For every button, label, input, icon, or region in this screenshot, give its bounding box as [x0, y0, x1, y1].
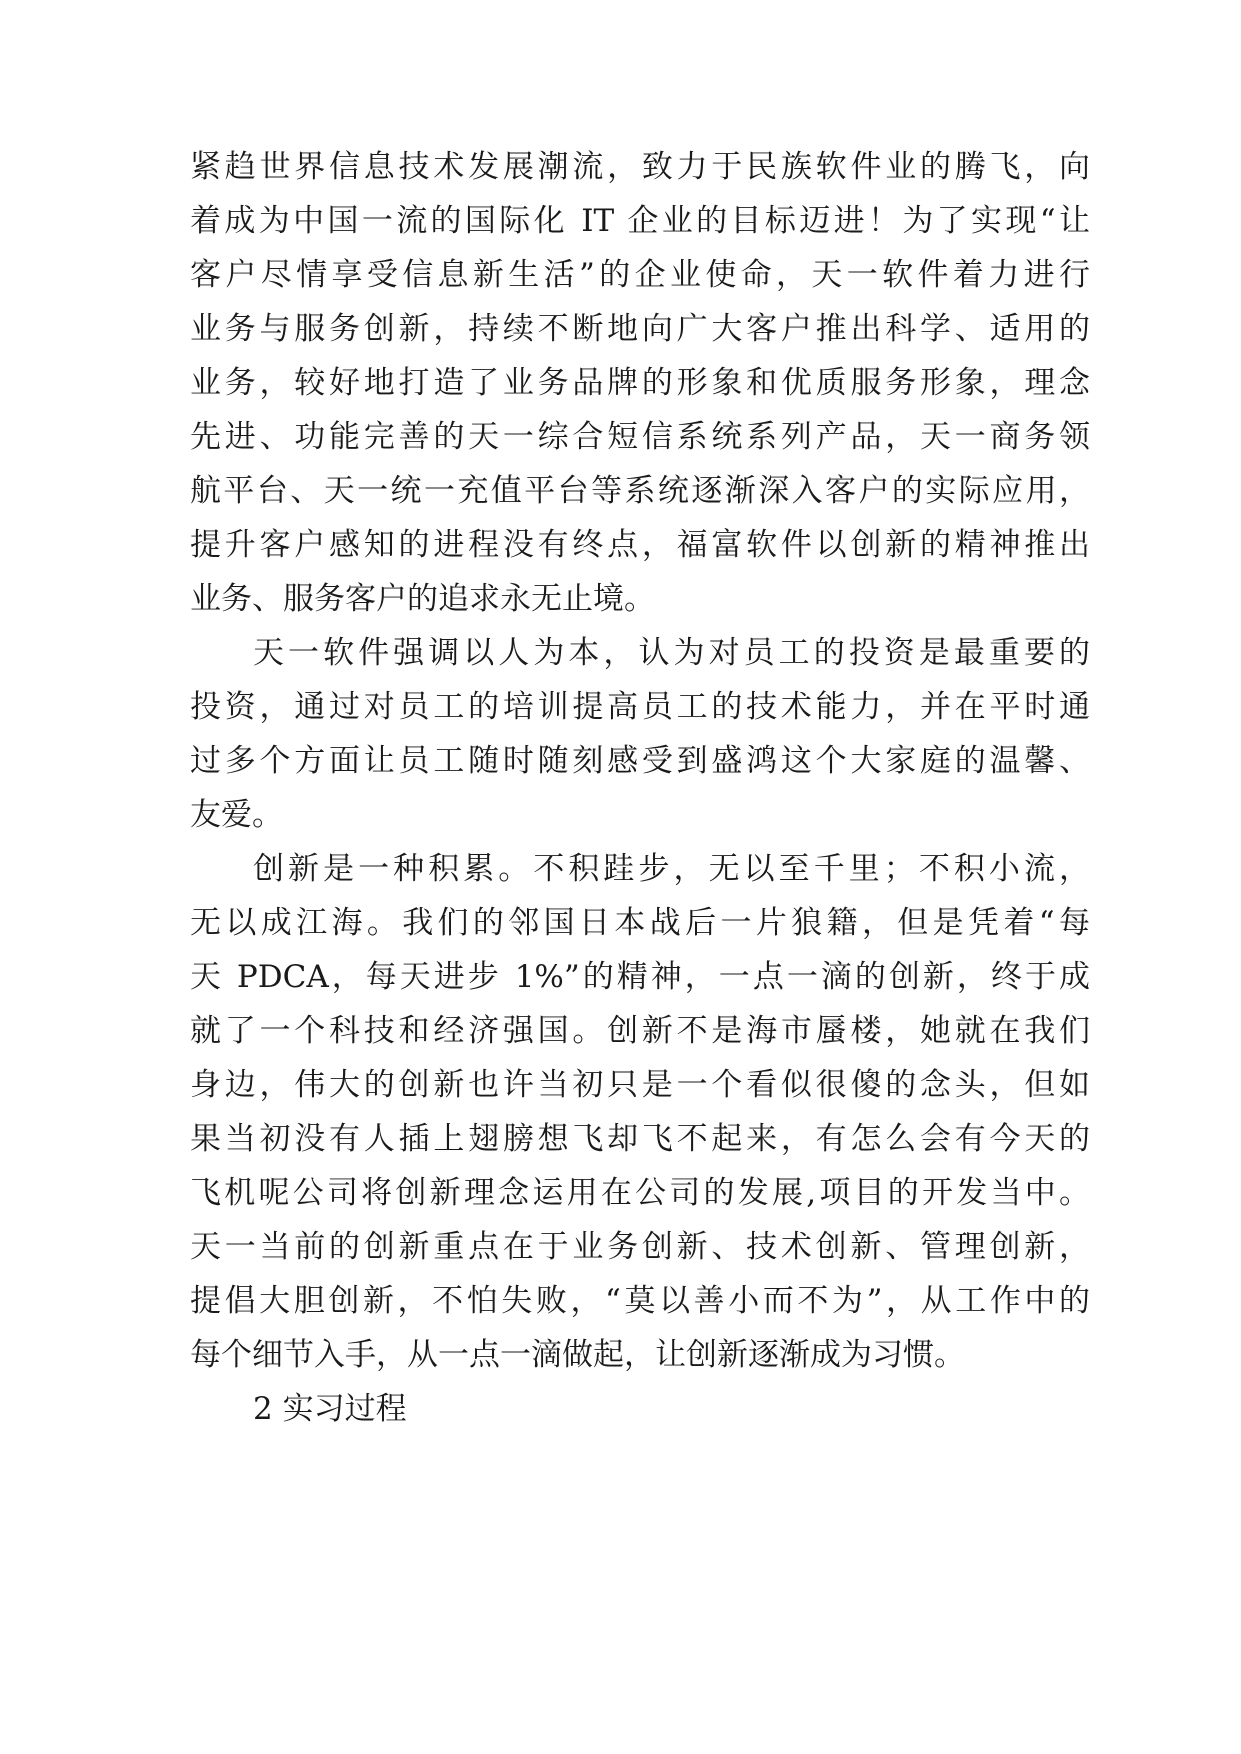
paragraph-line: 无以成江海。我们的邻国日本战后一片狼籍，但是凭着“每 [190, 905, 1090, 941]
paragraph-line: 投资，通过对员工的培训提高员工的技术能力，并在平时通 [190, 689, 1090, 725]
paragraph-line: 就了一个科技和经济强国。创新不是海市蜃楼，她就在我们 [190, 1013, 1090, 1049]
paragraph-line: 着成为中国一流的国际化 IT 企业的目标迈进！为了实现“让 [190, 203, 1090, 239]
paragraph-line: 紧趋世界信息技术发展潮流，致力于民族软件业的腾飞，向 [190, 149, 1090, 185]
paragraph-first-line: 天一软件强调以人为本，认为对员工的投资是最重要的 [253, 635, 1090, 671]
paragraph-line: 果当初没有人插上翅膀想飞却飞不起来，有怎么会有今天的 [190, 1121, 1090, 1157]
paragraph-line: 业务与服务创新，持续不断地向广大客户推出科学、适用的 [190, 311, 1090, 347]
paragraph-line: 天 PDCA，每天进步 1%”的精神，一点一滴的创新，终于成 [190, 959, 1090, 995]
paragraph-line: 飞机呢公司将创新理念运用在公司的发展,项目的开发当中。 [190, 1175, 1090, 1211]
paragraph-line: 提升客户感知的进程没有终点，福富软件以创新的精神推出 [190, 527, 1090, 563]
paragraph-line: 提倡大胆创新，不怕失败，“莫以善小而不为”，从工作中的 [190, 1283, 1090, 1319]
paragraph-line: 每个细节入手，从一点一滴做起，让创新逐渐成为习惯。 [190, 1337, 965, 1373]
paragraph-line: 客户尽情享受信息新生活”的企业使命，天一软件着力进行 [190, 257, 1090, 293]
paragraph-line: 先进、功能完善的天一综合短信系统系列产品，天一商务领 [190, 419, 1090, 455]
paragraph-first-line: 创新是一种积累。不积跬步，无以至千里；不积小流， [253, 851, 1090, 887]
section-heading: 2 实习过程 [253, 1391, 407, 1427]
paragraph-line: 过多个方面让员工随时随刻感受到盛鸿这个大家庭的温馨、 [190, 743, 1090, 779]
paragraph-line: 天一当前的创新重点在于业务创新、技术创新、管理创新， [190, 1229, 1090, 1265]
paragraph-line: 业务，较好地打造了业务品牌的形象和优质服务形象，理念 [190, 365, 1090, 401]
paragraph-line: 业务、服务客户的追求永无止境。 [190, 581, 655, 617]
paragraph-line: 友爱。 [190, 797, 283, 833]
paragraph-line: 身边，伟大的创新也许当初只是一个看似很傻的念头，但如 [190, 1067, 1090, 1103]
paragraph-line: 航平台、天一统一充值平台等系统逐渐深入客户的实际应用， [190, 473, 1090, 509]
